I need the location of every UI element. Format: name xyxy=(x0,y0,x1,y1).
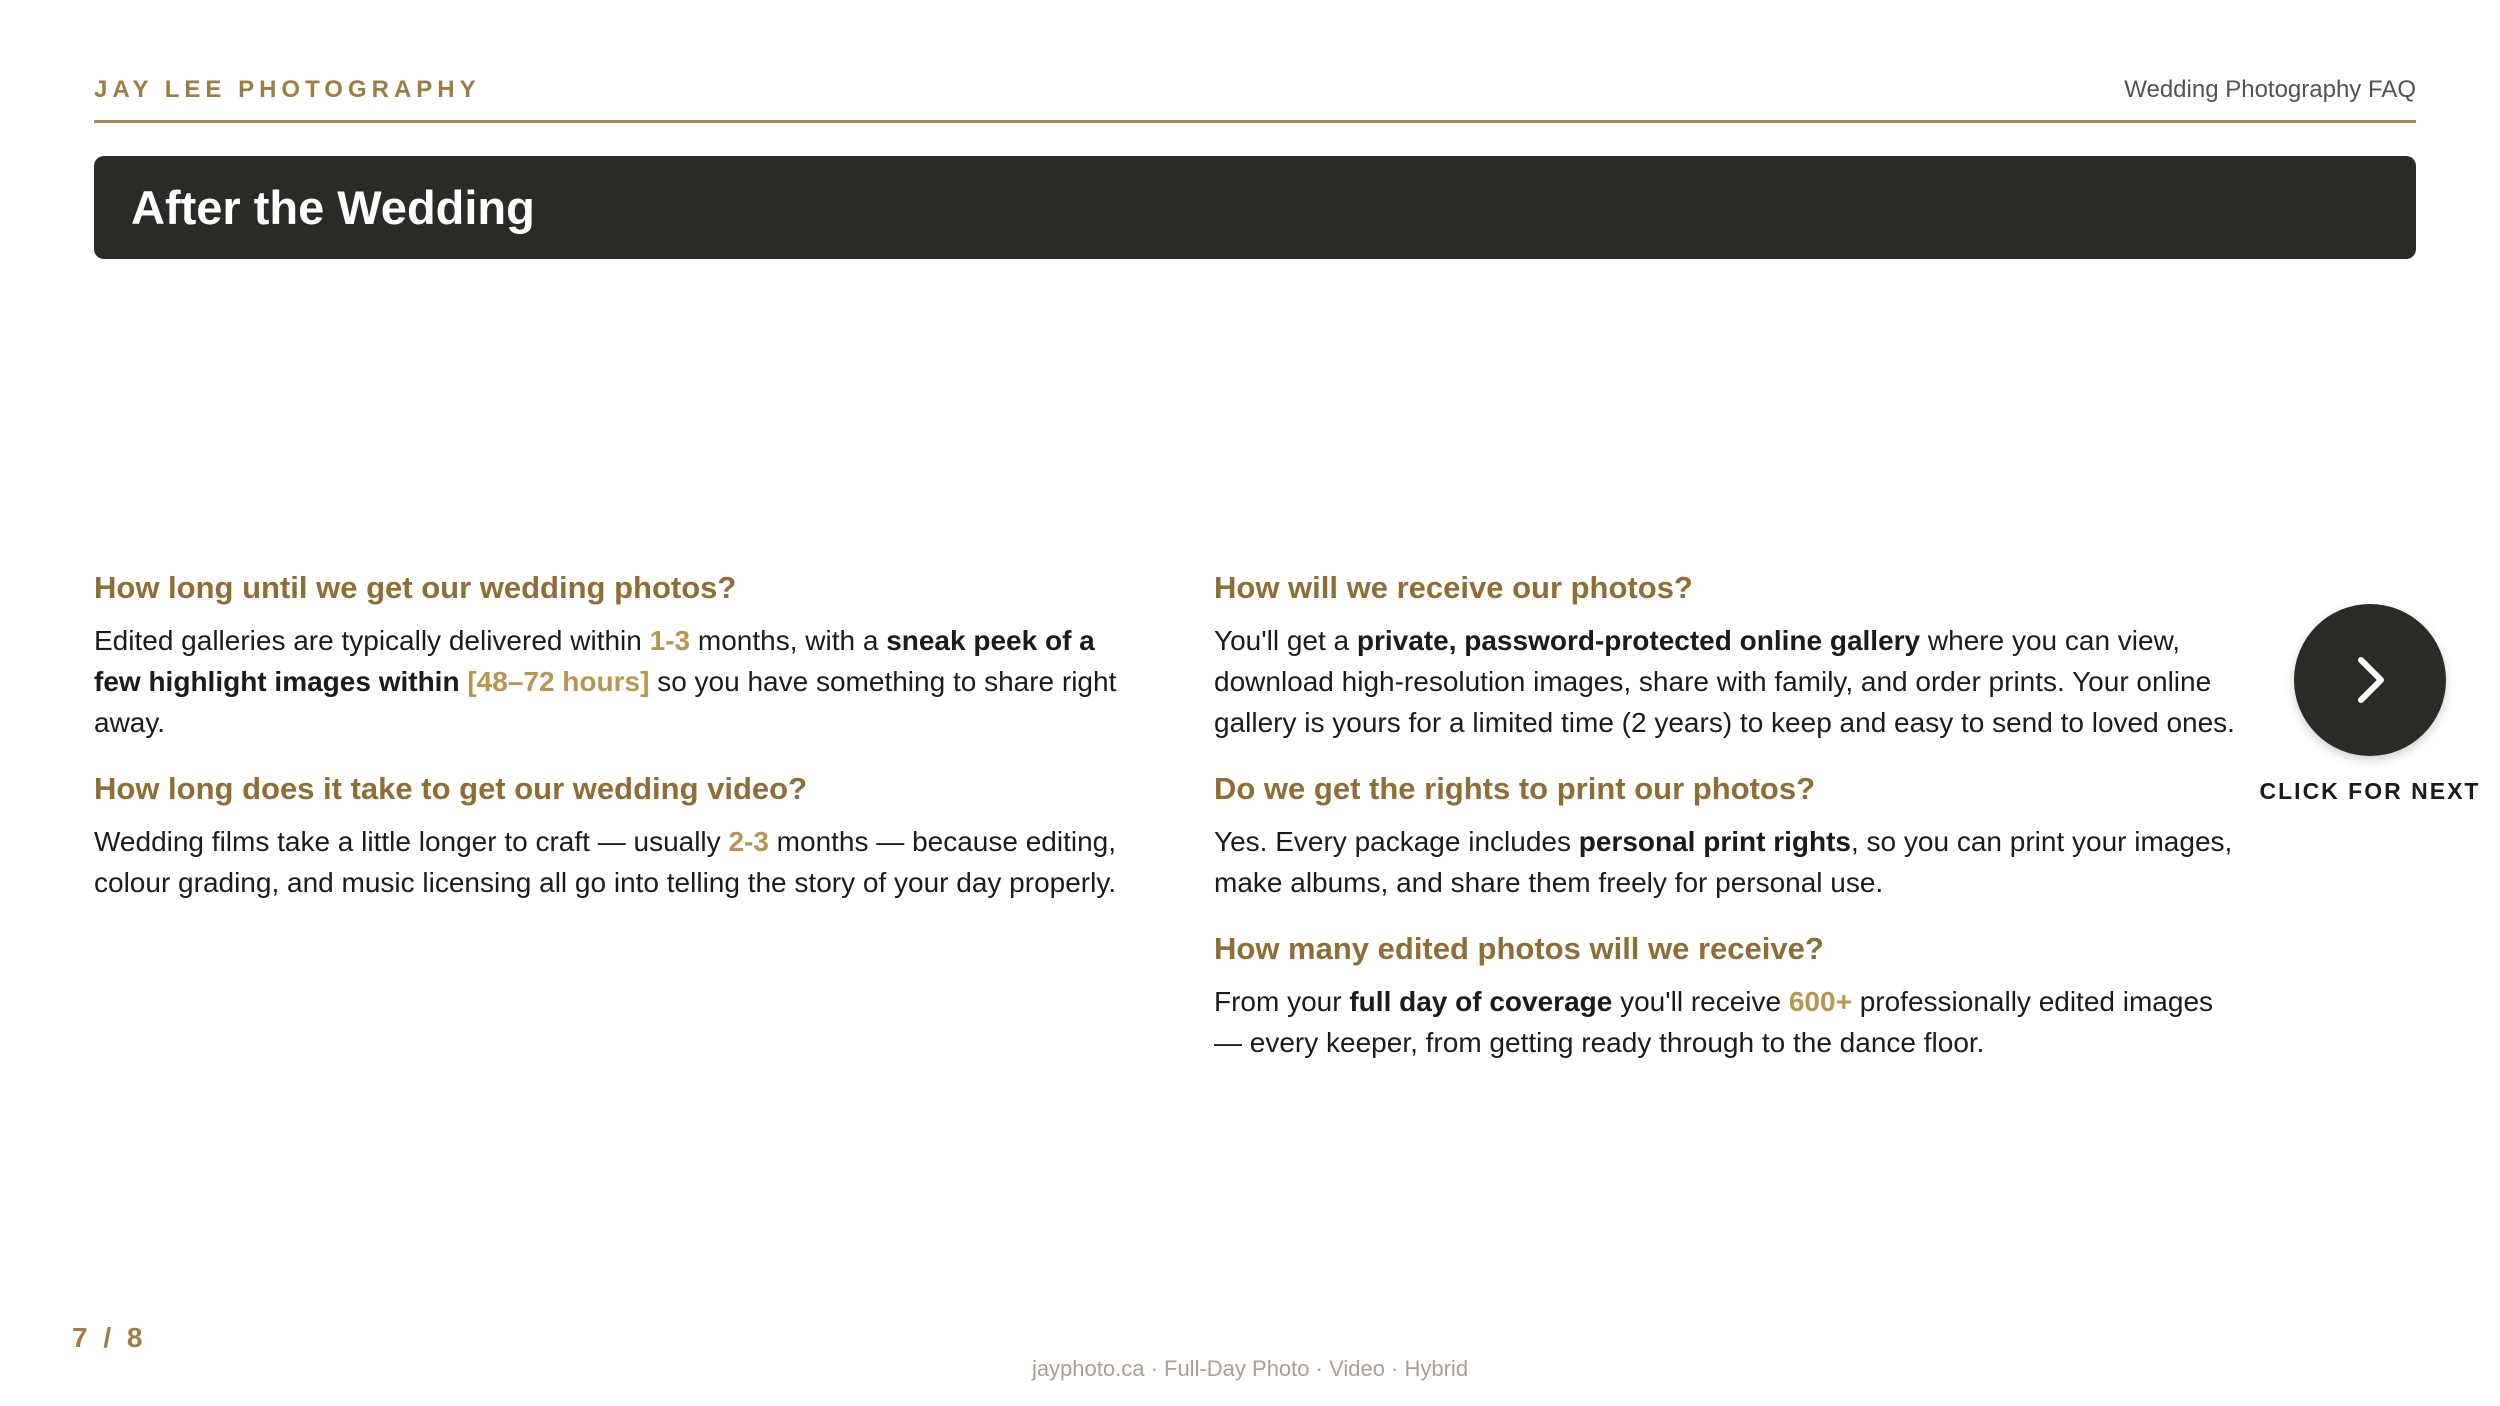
next-slide-label[interactable]: CLICK FOR NEXT xyxy=(2259,778,2481,804)
answer-text: Edited galleries are typically delivered within xyxy=(94,625,650,656)
next-slide-button[interactable] xyxy=(2294,604,2446,756)
faq-question: How many edited photos will we receive? xyxy=(1214,931,1824,966)
header-divider xyxy=(94,120,2416,123)
answer-emphasis: personal print rights xyxy=(1578,826,1851,857)
answer-text: professionally edited images — every keeper, from getting ready through to the dance floor. xyxy=(1214,986,2214,1058)
faq-answer xyxy=(1214,620,2244,743)
answer-text: so you have something to share right away. xyxy=(94,666,1117,738)
answer-emphasis: full day of coverage xyxy=(1349,986,1613,1017)
section-title: After the Wedding xyxy=(131,181,535,234)
footer-text: jayphoto.ca · Full-Day Photo · Video · Hybrid xyxy=(1031,1356,1469,1381)
faq-question: How long does it take to get our wedding video? xyxy=(94,771,808,806)
answer-text: Wedding films take a little longer to craft — usually xyxy=(94,826,729,857)
faq-item xyxy=(1214,929,2244,1063)
faq-item xyxy=(94,769,1124,903)
faq-answer xyxy=(94,620,1124,743)
answer-text: You'll get a xyxy=(1214,625,1357,656)
answer-emphasis: private, password-protected online gallery xyxy=(1356,625,1921,656)
chevron-right-icon xyxy=(2340,650,2400,710)
answer-emphasis: sneak peek of a few highlight images within xyxy=(94,625,1095,697)
faq-item xyxy=(94,568,1124,743)
answer-text: you'll receive xyxy=(1612,986,1789,1017)
faq-question: How will we receive our photos? xyxy=(1214,570,1693,605)
answer-highlight: 1-3 xyxy=(649,625,691,656)
faq-column-right xyxy=(1214,568,2244,1089)
answer-highlight: 2-3 xyxy=(728,826,769,857)
answer-text: From your xyxy=(1214,986,1350,1017)
faq-column-left xyxy=(94,568,1124,929)
faq-answer xyxy=(1214,981,2244,1063)
page-indicator: 7 / 8 xyxy=(72,1322,147,1353)
section-banner xyxy=(94,156,2416,259)
answer-text: months — because editing, colour grading, and music licensing all go into telling the story of your day properly. xyxy=(94,826,1117,898)
faq-answer xyxy=(1214,821,2244,903)
answer-text: , so you can print your images, make albums, and share them freely for personal use. xyxy=(1214,826,2233,898)
answer-text: months, with a xyxy=(690,625,887,656)
answer-highlight: [48–72 hours] xyxy=(467,666,650,697)
faq-question: How long until we get our wedding photos? xyxy=(94,570,737,605)
answer-text: where you can view, download high-resolution images, share with family, and order prints. Your online gallery is yours for a limited time (2 years) to keep and easy to send to loved ones. xyxy=(1214,625,2235,738)
brand-name: JAY LEE PHOTOGRAPHY xyxy=(94,76,481,103)
faq-item xyxy=(1214,568,2244,743)
answer-highlight: 600+ xyxy=(1788,986,1852,1017)
faq-answer xyxy=(94,821,1124,903)
faq-item xyxy=(1214,769,2244,903)
document-title: Wedding Photography FAQ xyxy=(2124,76,2416,103)
faq-question: Do we get the rights to print our photos? xyxy=(1214,771,1816,806)
answer-text: Yes. Every package includes xyxy=(1214,826,1579,857)
slide-header xyxy=(94,72,2416,122)
